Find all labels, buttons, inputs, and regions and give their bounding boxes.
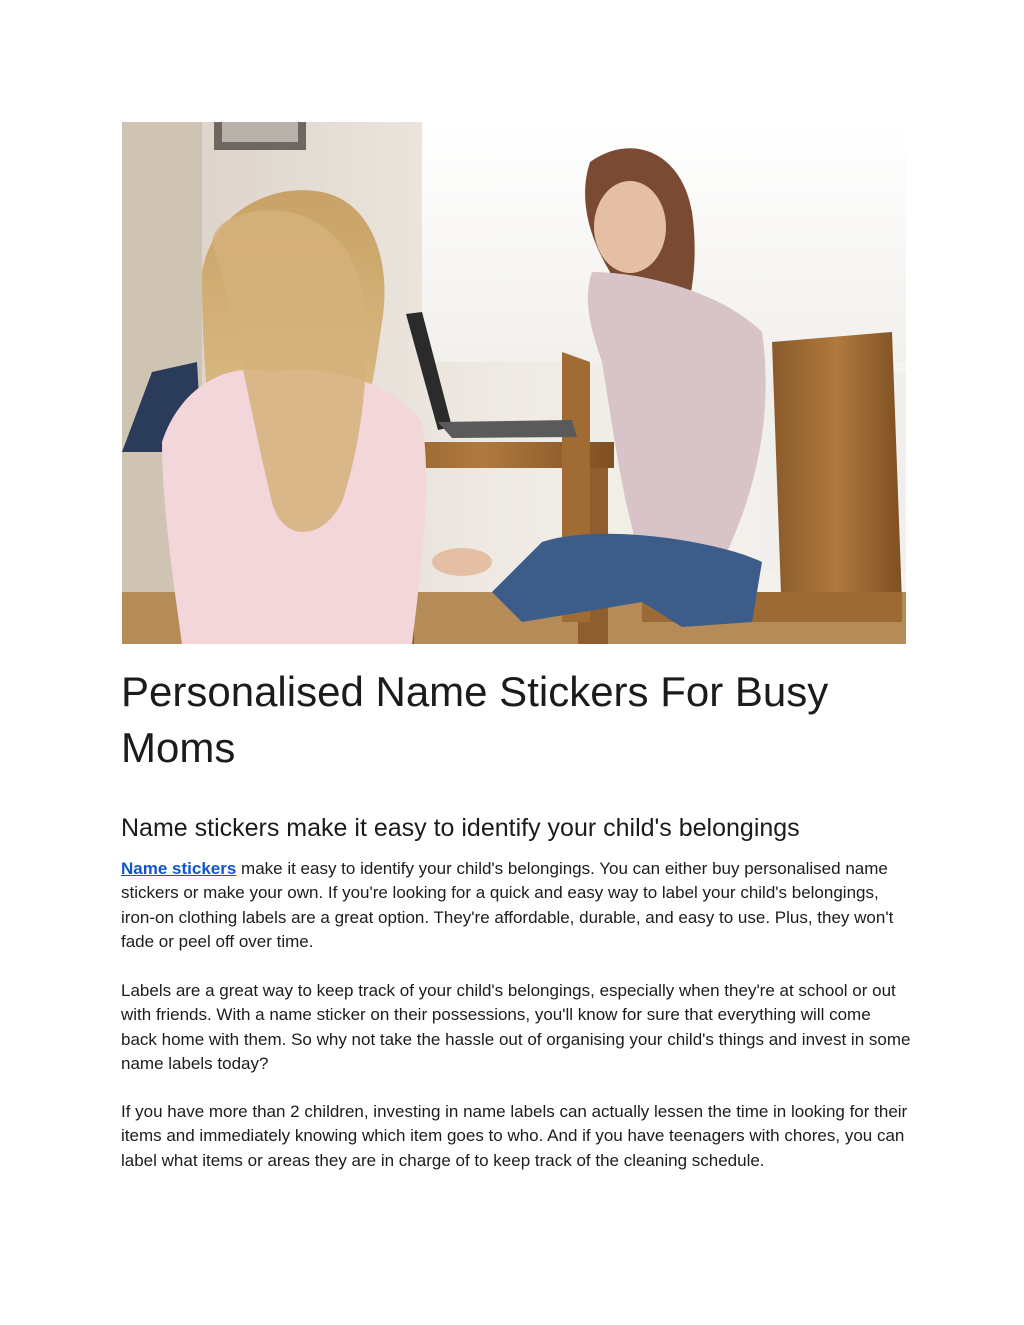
paragraph-1 <box>121 857 911 955</box>
hero-photo-illustration <box>122 122 906 644</box>
article-title: Personalised Name Stickers For Busy Moms <box>121 668 829 771</box>
article-subtitle: Name stickers make it easy to identify your child's belongings <box>121 814 800 842</box>
paragraph-2: Labels are a great way to keep track of your child's belongings, especially when they're at school or out with friends. With a name sticker on their possessions, you'll know for sure that everything will come back home with them. So why not take the hassle out of organising your child's things and invest in some name labels today? <box>121 981 911 1074</box>
hero-photo <box>122 122 906 644</box>
name-stickers-link[interactable]: Name stickers <box>121 859 237 878</box>
paragraph-3: If you have more than 2 children, investing in name labels can actually lessen the time in looking for their items and immediately knowing which item goes to who. And if you have teenagers with chores, you can label what items or areas they are in charge of to keep track of the cleaning schedule. <box>121 1102 908 1170</box>
paragraph-1-text: make it easy to identify your child's belongings. You can either buy personalised name stickers or make your own. If you're looking for a quick and easy way to label your child's belongings, iron-on clothing labels are a great option. They're affordable, durable, and easy to use. Plus, they won't fade or peel off over time. <box>121 859 894 952</box>
